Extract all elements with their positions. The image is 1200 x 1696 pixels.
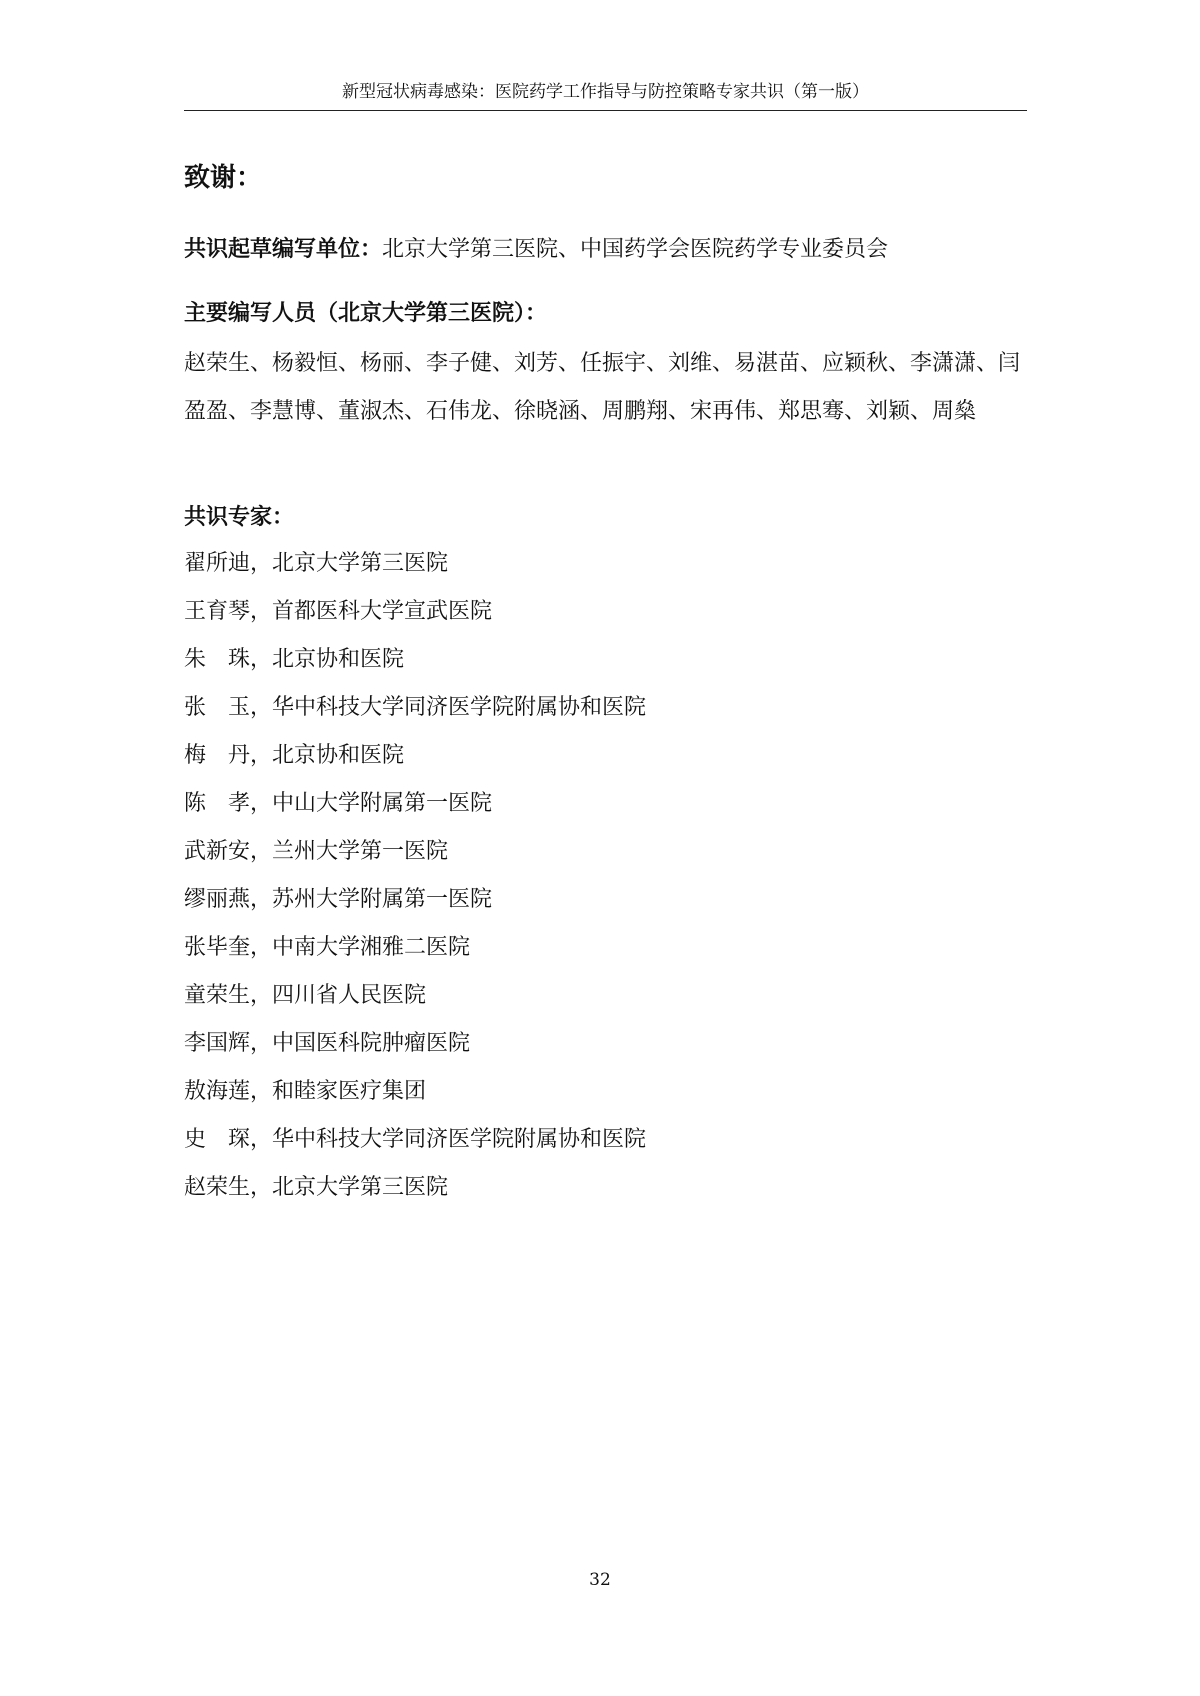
expert-row [184, 594, 1027, 642]
expert-separator: ， [250, 839, 273, 864]
expert-separator: ， [250, 791, 273, 816]
expert-name: 翟所迪 [184, 551, 251, 576]
expert-name: 李国辉 [184, 1031, 251, 1056]
expert-row [184, 1074, 1027, 1122]
expert-row [184, 1026, 1027, 1074]
main-authors-label: 主要编写人员（北京大学第三医院）： [184, 300, 548, 326]
expert-affiliation: 北京协和医院 [272, 743, 405, 768]
running-header [184, 80, 1027, 111]
expert-row [184, 786, 1027, 834]
expert-affiliation: 北京大学第三医院 [272, 551, 449, 576]
expert-separator: ， [250, 743, 273, 768]
expert-affiliation: 北京协和医院 [272, 647, 405, 672]
expert-affiliation: 中南大学湘雅二医院 [272, 935, 471, 960]
expert-affiliation: 和睦家医疗集团 [272, 1079, 427, 1104]
expert-name: 缪丽燕 [184, 887, 251, 912]
expert-row [184, 642, 1027, 690]
drafting-units-label: 共识起草编写单位： [184, 236, 383, 262]
expert-separator: ， [250, 647, 273, 672]
expert-row [184, 1122, 1027, 1170]
expert-affiliation: 四川省人民医院 [272, 983, 427, 1008]
expert-separator: ， [250, 1079, 273, 1104]
expert-row [184, 690, 1027, 738]
expert-name: 王育琴 [184, 599, 251, 624]
expert-affiliation: 首都医科大学宣武医院 [272, 599, 493, 624]
expert-affiliation: 北京大学第三医院 [272, 1175, 449, 1200]
expert-separator: ， [250, 599, 273, 624]
expert-affiliation: 中山大学附属第一医院 [272, 791, 493, 816]
expert-name: 敖海莲 [184, 1079, 251, 1104]
expert-separator: ， [250, 1127, 273, 1152]
acknowledgements-heading: 致谢： [184, 163, 263, 193]
expert-separator: ， [250, 1031, 273, 1056]
expert-name: 朱 珠 [184, 647, 251, 672]
expert-name: 陈 孝 [184, 791, 251, 816]
expert-name: 梅 丹 [184, 743, 251, 768]
expert-row [184, 834, 1027, 882]
expert-name: 武新安 [184, 839, 251, 864]
expert-row [184, 546, 1027, 594]
experts-label: 共识专家： [184, 504, 295, 530]
expert-name: 史 琛 [184, 1127, 251, 1152]
expert-separator: ， [250, 935, 273, 960]
expert-separator: ， [250, 1175, 273, 1200]
expert-name: 赵荣生 [184, 1175, 251, 1200]
expert-affiliation: 苏州大学附属第一医院 [272, 887, 493, 912]
expert-row [184, 978, 1027, 1026]
expert-row [184, 738, 1027, 786]
expert-row [184, 930, 1027, 978]
expert-separator: ， [250, 695, 273, 720]
running-header-title: 新型冠状病毒感染：医院药学工作指导与防控策略专家共识（第一版） [342, 82, 869, 102]
drafting-units-value: 北京大学第三医院、中国药学会医院药学专业委员会 [382, 237, 889, 262]
expert-separator: ， [250, 983, 273, 1008]
expert-separator: ， [250, 887, 273, 912]
expert-affiliation: 中国医科院肿瘤医院 [272, 1031, 471, 1056]
expert-affiliation: 华中科技大学同济医学院附属协和医院 [272, 1127, 647, 1152]
expert-name: 张 玉 [184, 695, 251, 720]
expert-row [184, 882, 1027, 930]
experts-list [184, 546, 1027, 1218]
main-authors-list: 赵荣生、杨毅恒、杨丽、李子健、刘芳、任振宇、刘维、易湛苗、应颖秋、李潇潇、闫盈盈、李慧博、董淑杰、石伟龙、徐晓涵、周鹏翔、宋再伟、郑思骞、刘颖、周燊 [184, 351, 1021, 424]
expert-affiliation: 华中科技大学同济医学院附属协和医院 [272, 695, 647, 720]
expert-affiliation: 兰州大学第一医院 [272, 839, 449, 864]
expert-name: 童荣生 [184, 983, 251, 1008]
expert-name: 张毕奎 [184, 935, 251, 960]
expert-row [184, 1170, 1027, 1218]
page-number: 32 [589, 1570, 611, 1590]
expert-separator: ， [250, 551, 273, 576]
drafting-units [184, 232, 1027, 267]
